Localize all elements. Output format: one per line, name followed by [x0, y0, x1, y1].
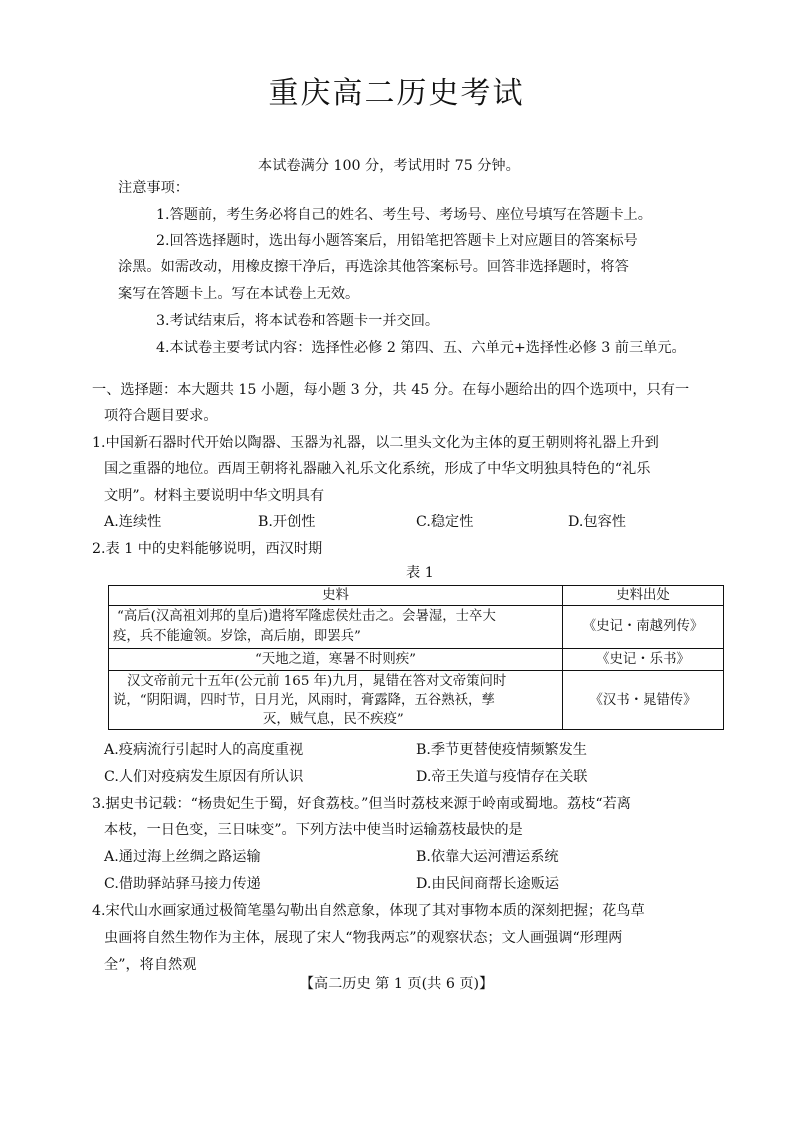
cell-text-line: “天地之道，寒暑不时则疾” [255, 651, 416, 667]
cell-text-line: 说，“阴阳调，四时节，日月光，风雨时，膏露降，五谷熟袄，孳 [113, 692, 495, 708]
q2-stem: 2.表 1 中的史料能够说明，西汉时期 [92, 541, 323, 557]
q4-stem-line-2: 虫画将自然生物作为主体，展现了宋人“物我两忘”的观察状态；文人画强调“形理两 [104, 930, 623, 946]
table-row [109, 671, 724, 730]
q1-option-c: C.稳定性 [416, 514, 474, 530]
q1-option-d: D.包容性 [568, 514, 626, 530]
page-title: 重庆高二历史考试 [268, 76, 525, 111]
q1-stem-line-2: 国之重器的地位。西周王朝将礼器融入礼乐文化系统，形成了中华文明独具特色的“礼乐 [104, 461, 651, 477]
q4-stem-line-3: 全”，将自然观 [104, 957, 197, 973]
q3-option-a: A.通过海上丝绸之路运输 [104, 849, 261, 865]
note-2-line-1: 2.回答选择题时，选出每小题答案后，用铅笔把答题卡上对应题目的答案标号 [156, 233, 638, 249]
q3-option-b: B.依靠大运河漕运系统 [416, 849, 559, 865]
q4-stem-line-1: 4.宋代山水画家通过极简笔墨勾勒出自然意象，体现了其对事物本质的深刻把握；花鸟草 [92, 903, 645, 919]
table-header-cell: 史料出处 [563, 586, 724, 606]
table-header-cell: 史料 [109, 586, 563, 606]
table-cell-source-text [109, 671, 563, 730]
table-cell-source-text [109, 606, 563, 649]
source-table [108, 585, 724, 730]
table-cell-source-ref: 《汉书・晁错传》 [563, 671, 724, 730]
notes-heading: 注意事项： [118, 180, 189, 196]
table-header-row [109, 586, 724, 606]
q1-option-b: B.开创性 [258, 514, 316, 530]
q2-option-a: A.疫病流行引起时人的高度重视 [104, 742, 304, 758]
table-cell-source-ref: 《史记・乐书》 [563, 649, 724, 671]
q3-stem-line-2: 本枝，一日色变，三日味变”。下列方法中使当时运输荔枝最快的是 [104, 822, 523, 838]
cell-text-line: 汉文帝前元十五年(公元前 165 年)九月，晁错在答对文帝策问时 [127, 673, 507, 689]
note-4: 4.本试卷主要考试内容：选择性必修 2 第四、五、六单元+选择性必修 3 前三单元。 [156, 340, 686, 356]
table-cell-source-ref: 《史记・南越列传》 [563, 606, 724, 649]
section-1-line-2: 项符合题目要求。 [104, 408, 218, 424]
table-row [109, 606, 724, 649]
q3-stem-line-1: 3.据史书记载：“杨贵妃生于蜀，好食荔枝。”但当时荔枝来源于岭南或蜀地。荔枝“若离 [92, 796, 631, 812]
q2-option-c: C.人们对疫病发生原因有所认识 [104, 769, 304, 785]
page-footer: 【高二历史 第 1 页(共 6 页)】 [299, 976, 494, 992]
q3-option-d: D.由民间商帮长途贩运 [416, 876, 560, 892]
q2-option-b: B.季节更替使疫情频繁发生 [416, 742, 587, 758]
cell-text-line: 疫，兵不能逾领。岁馀，高后崩，即罢兵” [113, 629, 361, 644]
q3-option-c: C.借助驿站驿马接力传递 [104, 876, 261, 892]
table-cell-source-text [109, 649, 563, 671]
table-row [109, 649, 724, 671]
note-2-line-2: 涂黑。如需改动，用橡皮擦干净后，再选涂其他答案标号。回答非选择题时，将答 [118, 259, 629, 275]
note-3: 3.考试结束后，将本试卷和答题卡一并交回。 [156, 313, 440, 329]
q1-stem-line-3: 文明”。材料主要说明中华文明具有 [104, 488, 325, 504]
note-1: 1.答题前，考生务必将自己的姓名、考生号、考场号、座位号填写在答题卡上。 [156, 207, 652, 223]
note-2-line-3: 案写在答题卡上。写在本试卷上无效。 [118, 286, 360, 302]
q1-option-a: A.连续性 [104, 514, 162, 530]
table-caption: 表 1 [406, 565, 434, 581]
section-1-line-1: 一、选择题：本大题共 15 小题，每小题 3 分，共 45 分。在每小题给出的四个选项中，只有一 [92, 382, 690, 398]
q1-stem-line-1: 1.中国新石器时代开始以陶器、玉器为礼器，以二里头文化为主体的夏王朝则将礼器上升到 [92, 435, 659, 451]
cell-text-line: 灭，贼气息，民不疾疫” [263, 711, 404, 727]
cell-text-line: “高后(汉高祖刘邦的皇后)遣将军隆虑侯灶击之。会暑湿，士卒大 [117, 609, 496, 624]
q2-option-d: D.帝王失道与疫情存在关联 [416, 769, 588, 785]
exam-intro: 本试卷满分 100 分，考试用时 75 分钟。 [258, 158, 520, 174]
